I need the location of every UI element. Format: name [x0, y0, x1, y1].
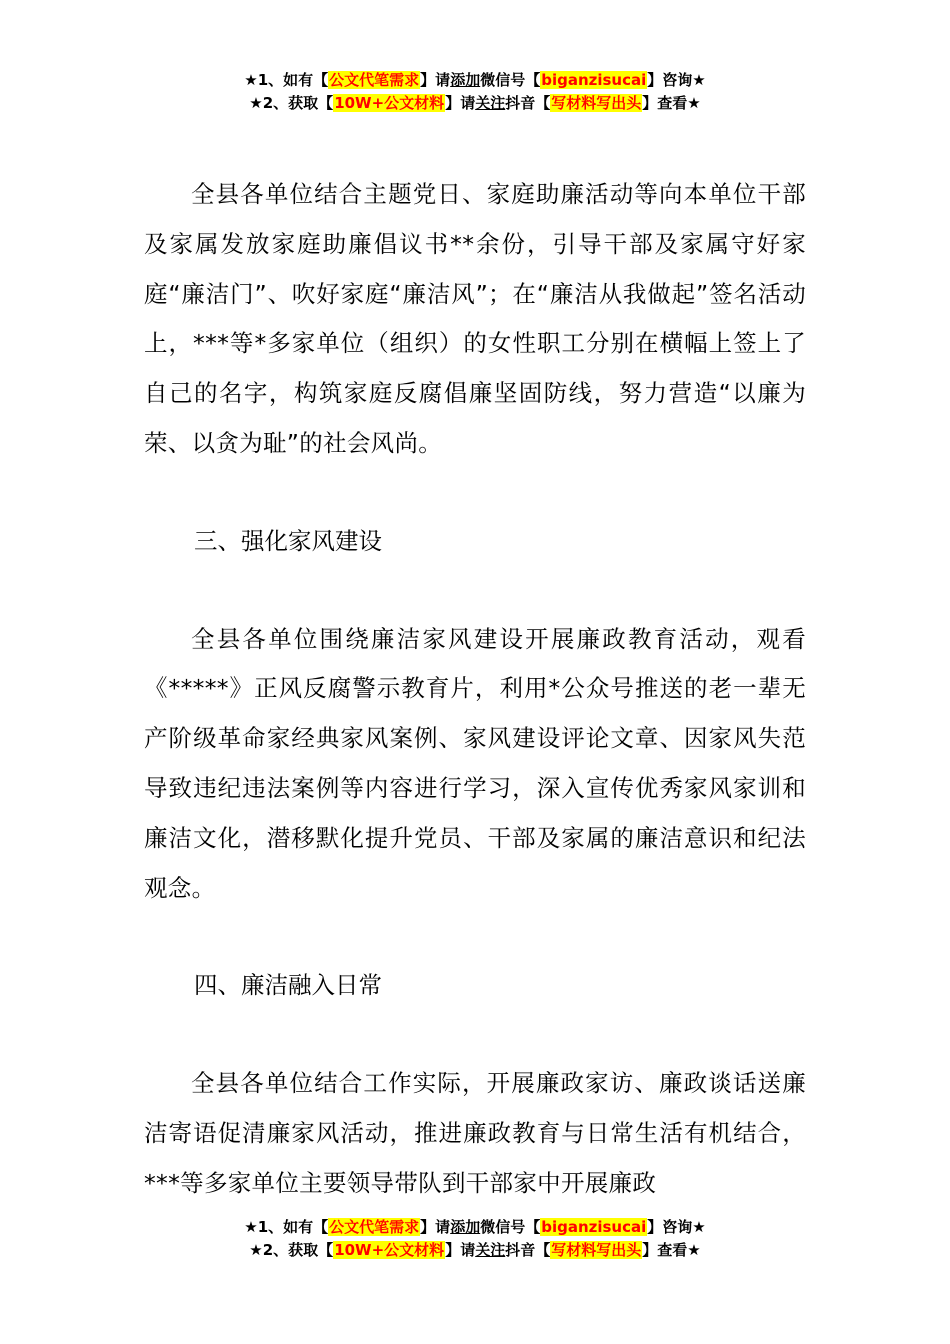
header-banner: [0, 69, 950, 115]
banner-text: 抖音【: [505, 94, 551, 112]
highlight-text: 写材料写出头: [551, 94, 642, 112]
underlined-text: 关注: [475, 94, 506, 112]
underlined-text: 添加: [450, 1218, 481, 1236]
section-heading: 四、廉洁融入日常: [194, 971, 382, 1000]
highlight-text: 公文代笔需求: [329, 1218, 420, 1236]
highlight-text: biganzisucai: [541, 1218, 647, 1236]
banner-line-1: [0, 1216, 950, 1239]
body-paragraph: 全县各单位结合主题党日、家庭助廉活动等向本单位干部及家属发放家庭助廉倡议书**余份，引导干部及家属守好家庭“廉洁门”、吹好家庭“廉洁风”；在“廉洁从我做起”签名活动上，***等*多家单位（组织）的女性职工分别在横幅上签上了自己的名字，构筑家庭反腐倡廉坚固防线，努力营造“以廉为荣、以贪为耻”的社会风尚。: [144, 180, 806, 457]
banner-line-1: [0, 69, 950, 92]
highlight-text: 10W+公文材料: [334, 94, 445, 112]
banner-line-2: [0, 92, 950, 115]
underlined-text: 关注: [475, 1241, 506, 1259]
banner-text: 】请: [445, 1241, 476, 1259]
banner-text: ★1、如有【: [244, 1218, 329, 1236]
highlight-text: biganzisucai: [541, 71, 647, 89]
banner-text: 抖音【: [505, 1241, 551, 1259]
banner-text: 】查看★: [642, 94, 701, 112]
banner-text: ★1、如有【: [244, 71, 329, 89]
highlight-text: 写材料写出头: [551, 1241, 642, 1259]
banner-line-2: [0, 1239, 950, 1262]
banner-text: 】请: [420, 71, 451, 89]
highlight-text: 10W+公文材料: [334, 1241, 445, 1259]
body-paragraph: 全县各单位围绕廉洁家风建设开展廉政教育活动，观看《*****》正风反腐警示教育片，利用*公众号推送的老一辈无产阶级革命家经典家风案例、家风建设评论文章、因家风失范导致违纪违法案例等内容进行学习，深入宣传优秀家风家训和廉洁文化，潜移默化提升党员、干部及家属的廉洁意识和纪法观念。: [144, 624, 806, 902]
banner-text: ★2、获取【: [249, 1241, 334, 1259]
banner-text: 微信号【: [480, 71, 541, 89]
footer-banner: [0, 1216, 950, 1262]
underlined-text: 添加: [450, 71, 481, 89]
banner-text: 微信号【: [480, 1218, 541, 1236]
body-paragraph: 全县各单位结合工作实际，开展廉政家访、廉政谈话送廉洁寄语促清廉家风活动，推进廉政教育与日常生活有机结合，***等多家单位主要领导带队到干部家中开展廉政: [144, 1069, 806, 1197]
section-heading: 三、强化家风建设: [194, 526, 382, 555]
document-body: [144, 170, 806, 1209]
banner-text: 】请: [420, 1218, 451, 1236]
highlight-text: 公文代笔需求: [329, 71, 420, 89]
banner-text: 】查看★: [642, 1241, 701, 1259]
banner-text: 】咨询★: [647, 1218, 706, 1236]
banner-text: ★2、获取【: [249, 94, 334, 112]
banner-text: 】请: [445, 94, 476, 112]
banner-text: 】咨询★: [647, 71, 706, 89]
